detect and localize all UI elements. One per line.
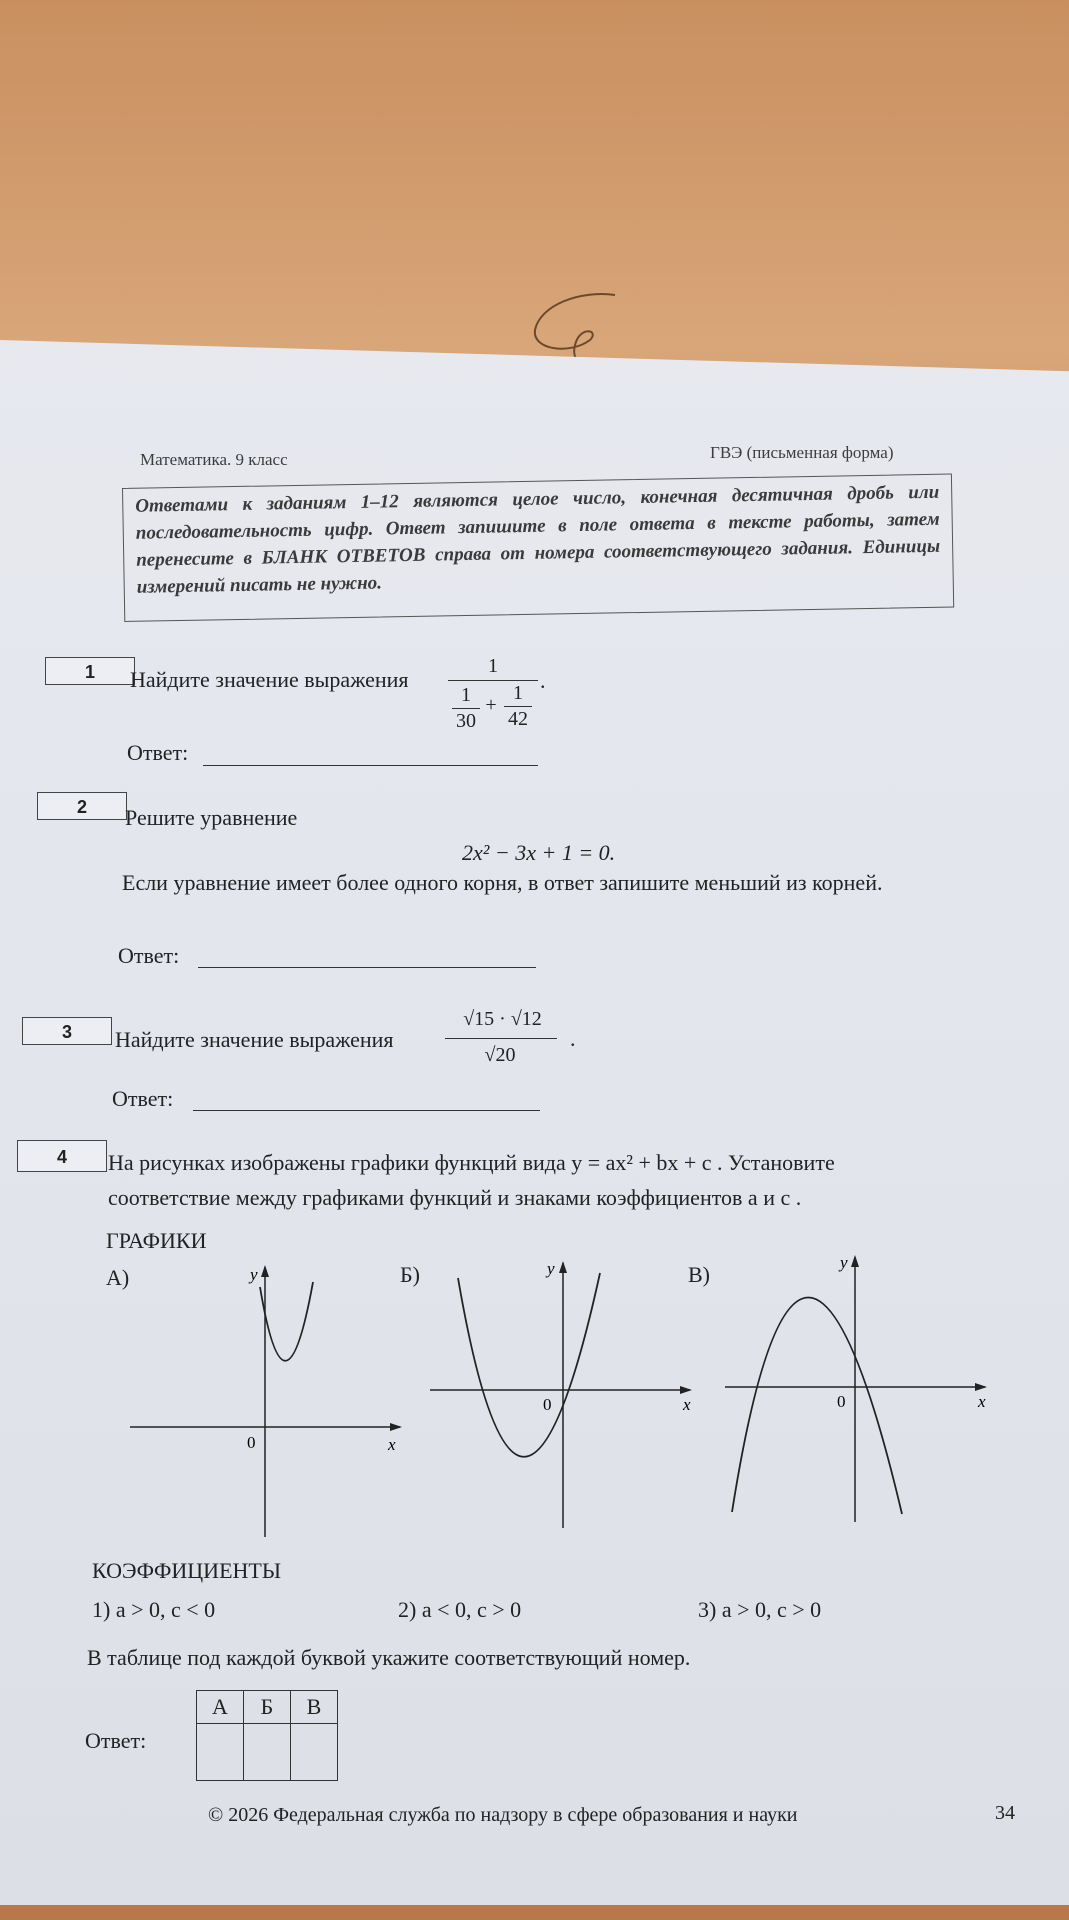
answer-field[interactable] xyxy=(203,765,538,766)
coefficient-option-1: 1) a > 0, c < 0 xyxy=(92,1597,216,1622)
fraction-a-bar xyxy=(452,708,480,709)
graph-label-b: Б) xyxy=(400,1262,420,1287)
task-text: Решите уравнение xyxy=(125,805,298,830)
task-number: 3 xyxy=(22,1017,112,1045)
pencil-scribble xyxy=(520,285,630,365)
graph-label-c: В) xyxy=(688,1262,710,1287)
origin-label: 0 xyxy=(543,1395,552,1414)
answer-label: Ответ: xyxy=(127,740,189,765)
table-header-c: В xyxy=(291,1691,338,1724)
task-text: Найдите значение выражения xyxy=(130,667,409,692)
axis-y-label: y xyxy=(840,1253,848,1272)
origin-label: 0 xyxy=(837,1392,846,1411)
table-header-b: Б xyxy=(244,1691,291,1724)
axis-x-label: x xyxy=(978,1392,986,1411)
origin-label: 0 xyxy=(247,1433,256,1452)
coefficients-title: КОЭФФИЦИЕНТЫ xyxy=(92,1558,282,1583)
task-text-line1: На рисунках изображены графики функций вида y = ax² + bx + c . Установите xyxy=(108,1150,835,1175)
expression-denominator: √20 xyxy=(484,1044,516,1066)
task-number: 2 xyxy=(37,792,127,820)
instructions-box: Ответами к заданиям 1–12 являются целое число, конечная десятичная дробь или последовательность цифр. Ответ запишите в поле ответа в тексте работы, затем перенесите в БЛАНК ОТВЕТОВ справа от номера соответствующего задания. Единицы измерений писать не нужно. xyxy=(122,474,954,622)
subject-header: Математика. 9 класс xyxy=(140,450,288,469)
fraction-b-den: 42 xyxy=(508,708,528,730)
equation: 2x² − 3x + 1 = 0. xyxy=(462,840,616,865)
coefficient-option-3: 3) a > 0, c > 0 xyxy=(698,1597,822,1622)
fraction-bar xyxy=(448,680,538,681)
table-header-a: А xyxy=(197,1691,244,1724)
task-number: 1 xyxy=(45,657,135,685)
coefficient-option-2: 2) a < 0, c > 0 xyxy=(398,1597,522,1622)
graph-c xyxy=(720,1252,1010,1532)
axis-y-label: y xyxy=(250,1265,258,1284)
task-text: Найдите значение выражения xyxy=(115,1027,394,1052)
answer-cell-c[interactable] xyxy=(291,1724,338,1781)
graph-label-a: А) xyxy=(106,1265,130,1290)
task-text-line2: соответствие между графиками функций и знаками коэффициентов a и c . xyxy=(108,1185,802,1210)
table-instruction: В таблице под каждой буквой укажите соответствующий номер. xyxy=(87,1645,691,1670)
answer-label: Ответ: xyxy=(112,1086,174,1111)
fraction-numerator: 1 xyxy=(488,655,498,677)
answer-label: Ответ: xyxy=(118,943,180,968)
fraction-a-den: 30 xyxy=(456,710,476,732)
graph-a xyxy=(125,1262,405,1542)
answer-field[interactable] xyxy=(198,967,536,968)
axis-y-label: y xyxy=(547,1259,555,1278)
exam-type-header: ГВЭ (письменная форма) xyxy=(710,443,894,462)
task-number: 4 xyxy=(17,1140,107,1172)
answer-cell-b[interactable] xyxy=(244,1724,291,1781)
page-number: 34 xyxy=(995,1802,1015,1824)
fraction-bar xyxy=(445,1038,557,1039)
answer-field[interactable] xyxy=(193,1110,540,1111)
expression-numerator: √15 · √12 xyxy=(463,1008,542,1030)
graph-b xyxy=(425,1258,705,1538)
graphs-title: ГРАФИКИ xyxy=(106,1228,207,1253)
plus-sign: + xyxy=(485,694,497,716)
axis-x-label: x xyxy=(388,1435,396,1454)
answer-table xyxy=(196,1690,338,1781)
fraction-b-bar xyxy=(504,706,532,707)
fraction-a-num: 1 xyxy=(461,684,471,706)
copyright-footer: © 2026 Федеральная служба по надзору в сфере образования и науки xyxy=(208,1804,798,1826)
task-note: Если уравнение имеет более одного корня, в ответ запишите меньший из корней. xyxy=(122,870,883,895)
fraction-b-num: 1 xyxy=(513,682,523,704)
answer-label: Ответ: xyxy=(85,1728,147,1753)
answer-cell-a[interactable] xyxy=(197,1724,244,1781)
axis-x-label: x xyxy=(683,1395,691,1414)
